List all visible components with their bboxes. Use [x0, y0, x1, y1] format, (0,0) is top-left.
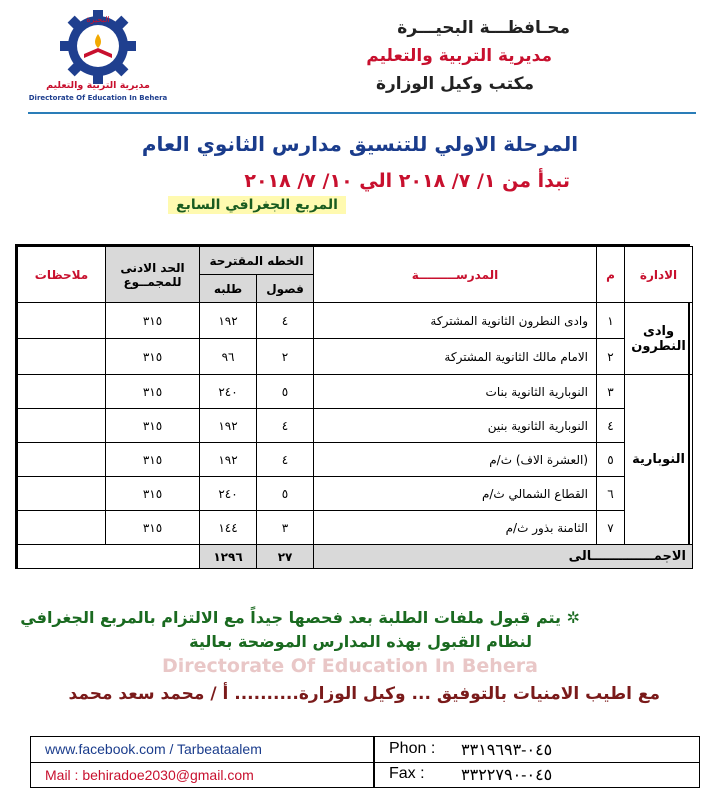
- header-divider: [28, 112, 696, 114]
- header-plan: الخطه المقترحة: [200, 247, 314, 275]
- students-cell: ١٤٤: [200, 511, 257, 545]
- office-title: مكتب وكيل الوزارة: [375, 74, 534, 94]
- students-cell: ٢٤٠: [200, 477, 257, 511]
- header-classes: فصول: [257, 275, 314, 303]
- students-cell: ١٩٢: [200, 409, 257, 443]
- students-cell: ١٩٢: [200, 443, 257, 477]
- phone-label: Phon :: [389, 740, 436, 757]
- table-row: [18, 339, 693, 375]
- header-min-line1: الحد الادنى: [120, 260, 185, 275]
- header-index: م: [597, 247, 625, 303]
- min-score-cell: ٣١٥: [106, 477, 200, 511]
- min-score-cell: ٣١٥: [106, 511, 200, 545]
- geo-square-label: المربع الجغرافي السابع: [168, 196, 346, 214]
- total-label: الاجمــــــــــــــالى: [314, 545, 693, 569]
- note-line-2: لنظام القبول بهذه المدارس الموضحة بعالية: [189, 632, 532, 651]
- row-index: ٤: [597, 409, 625, 443]
- row-index: ٦: [597, 477, 625, 511]
- classes-cell: ٣: [257, 511, 314, 545]
- admin-cell: وادى النطرون: [625, 303, 693, 375]
- school-name: القطاع الشمالي ث/م: [314, 477, 597, 511]
- row-index: ٣: [597, 375, 625, 409]
- notes-cell: [18, 477, 106, 511]
- header-notes: ملاحظات: [18, 247, 106, 303]
- mail-link[interactable]: Mail : behiradoe2030@gmail.com: [45, 767, 254, 783]
- logo-top-text: البحيرة: [86, 15, 110, 24]
- header-admin: الادارة: [625, 247, 693, 303]
- governorate-title: محـافظـــة البحيـــرة: [397, 18, 570, 38]
- header-school: المدرســـــــــة: [314, 247, 597, 303]
- school-name: الثامنة بذور ث/م: [314, 511, 597, 545]
- fax-number: ٠٤٥-٣٣٢٢٧٩٠: [461, 767, 553, 784]
- fax-label: Fax :: [389, 765, 425, 782]
- table-row: [18, 511, 693, 545]
- classes-cell: ٢: [257, 339, 314, 375]
- phone-number: ٠٤٥-٣٣١٩٦٩٣: [461, 742, 553, 759]
- row-index: ٢: [597, 339, 625, 375]
- directorate-title: مديرية التربية والتعليم: [366, 46, 552, 66]
- min-score-cell: ٣١٥: [106, 339, 200, 375]
- header-students: طلبه: [200, 275, 257, 303]
- notes-cell: [18, 511, 106, 545]
- table-row: [18, 443, 693, 477]
- watermark-text: Directorate Of Education In Behera: [162, 655, 538, 677]
- table-row: [18, 375, 693, 409]
- contact-box: [30, 736, 700, 788]
- min-score-cell: ٣١٥: [106, 409, 200, 443]
- min-score-cell: ٣١٥: [106, 375, 200, 409]
- facebook-link[interactable]: www.facebook.com / Tarbeataalem: [45, 741, 262, 757]
- total-students: ١٢٩٦: [200, 545, 257, 569]
- note-line-1: ✲ يتم قبول ملفات الطلبة بعد فحصها جيداً مع الالتزام بالمربع الجغرافي: [20, 608, 580, 627]
- notes-cell: [18, 443, 106, 477]
- classes-cell: ٤: [257, 303, 314, 339]
- row-index: ٧: [597, 511, 625, 545]
- classes-cell: ٥: [257, 375, 314, 409]
- header-min-score: [106, 247, 200, 303]
- schools-table: [15, 244, 690, 569]
- row-index: ٥: [597, 443, 625, 477]
- notes-cell: [18, 375, 106, 409]
- notes-cell: [18, 409, 106, 443]
- row-index: ١: [597, 303, 625, 339]
- directorate-logo: [28, 10, 168, 102]
- students-cell: ٩٦: [200, 339, 257, 375]
- total-empty: [18, 545, 200, 569]
- students-cell: ٢٤٠: [200, 375, 257, 409]
- table-row: [18, 303, 693, 339]
- date-range: تبدأ من ١/ ٧/ ٢٠١٨ الي ١٠/ ٧/ ٢٠١٨: [244, 170, 570, 192]
- total-classes: ٢٧: [257, 545, 314, 569]
- students-cell: ١٩٢: [200, 303, 257, 339]
- contact-divider-horizontal: [31, 762, 699, 763]
- header-min-line2: للمجمــوع: [123, 274, 182, 289]
- page-title: المرحلة الاولي للتنسيق مدارس الثانوي العام: [141, 132, 579, 156]
- min-score-cell: ٣١٥: [106, 443, 200, 477]
- table-row: [18, 409, 693, 443]
- school-name: وادى النطرون الثانوية المشتركة: [314, 303, 597, 339]
- table-row: [18, 477, 693, 511]
- school-name: (العشرة الاف) ث/م: [314, 443, 597, 477]
- school-name: الامام مالك الثانوية المشتركة: [314, 339, 597, 375]
- notes-cell: [18, 339, 106, 375]
- classes-cell: ٥: [257, 477, 314, 511]
- signoff-line: مع اطيب الامنيات بالتوفيق ... وكيل الوزارة.......... أ / محمد سعد محمد: [68, 684, 660, 704]
- total-row: [18, 545, 693, 569]
- classes-cell: ٤: [257, 409, 314, 443]
- min-score-cell: ٣١٥: [106, 303, 200, 339]
- classes-cell: ٤: [257, 443, 314, 477]
- logo-arabic-text: مديرية التربية والتعليم: [46, 80, 150, 91]
- notes-cell: [18, 303, 106, 339]
- admin-cell: النوبارية: [625, 375, 693, 545]
- logo-english-text: Directorate Of Education In Behera: [28, 94, 168, 102]
- school-name: النوبارية الثانوية بنات: [314, 375, 597, 409]
- school-name: النوبارية الثانوية بنين: [314, 409, 597, 443]
